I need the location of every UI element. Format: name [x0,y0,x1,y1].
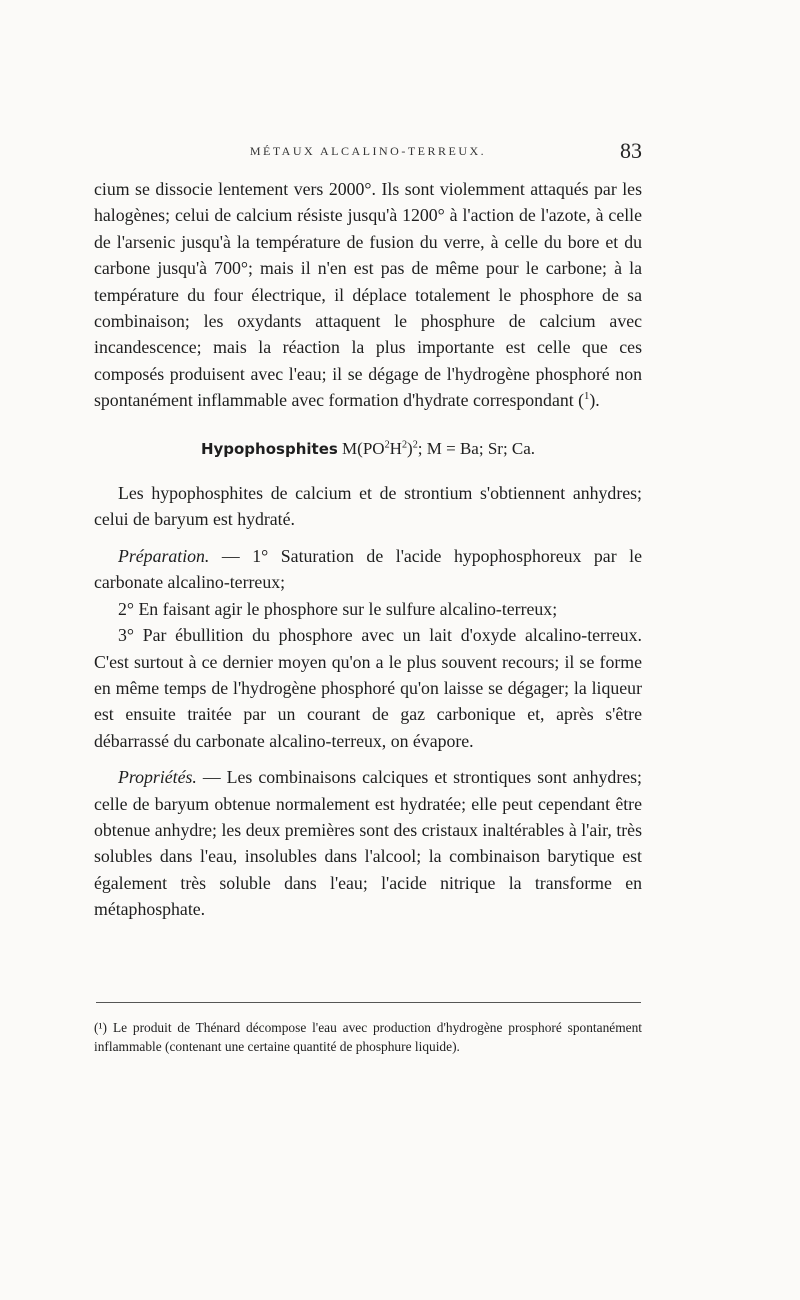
heading-formula: $M(PO^2H^2)^2$; M = Ba; Sr; Ca. [342,438,536,458]
preparation-step-3: 3° Par ébullition du phosphore avec un lait d'oxyde alcalino-terreux. C'est surtout à ce dernier moyen qu'on a le plus souvent recours; il se forme en même temps de l'hydrogène phosphoré qu'on laisse se dégager; la liqueur est ensuite traitée par un courant de gaz carbonique et, après s'être débarrassé du carbonate alcalino-terreux, on évapore. [94,625,642,751]
preparation-step-2: 2° En faisant agir le phosphore sur le sulfure alcalino-terreux; [118,598,558,619]
paragraph-preparation [94,543,642,596]
footnote-mark: (¹) [94,1020,107,1035]
properties-text: — Les combinaisons calciques et strontiques sont anhydres; celle de baryum obtenue normalement est hydratée; elle peut cependant être obtenue anhydre; les deux premières sont des cristaux inaltérables à l'air, très solubles dans l'eau, insolubles dans l'alcool; la combinaison barytique est également très soluble dans l'eau; l'acide nitrique la transforme en métaphosphate. [94,767,642,920]
heading-title: Hypophosphites [200,439,338,458]
paragraph-properties [94,764,642,922]
properties-label: Propriétés. [118,767,197,788]
preparation-step-1: — 1° Saturation de l'acide hypophosphoreux par le carbonate alcalino-terreux; [94,545,642,593]
preparation-label: Préparation. [118,545,210,566]
footnote-reference: 1 [584,390,590,403]
footnote-divider [96,1002,641,1003]
footnote [94,1018,642,1056]
footnote-text: Le produit de Thénard décompose l'eau avec production d'hydrogène prosphoré spontanément inflammable (contenant une certaine quantité de phosphure liquide). [94,1020,642,1054]
section-heading-hypophosphites [94,436,642,462]
paragraph-text: cium se dissocie lentement vers 2000°. Ils sont violemment attaqués par les halogènes; celui de calcium résiste jusqu'à 1200° à l'action de l'azote, à celle de l'arsenic jusqu'à la température de fusion du verre, à celle du bore et du carbone jusqu'à 700°; mais il n'en est pas de même pour le carbone; à la température du four électrique, il déplace totalement le phosphore de sa combinaison; les oxydants attaquent le phosphure de calcium avec incandescence; mais la réaction la plus importante est celle que ces composés produisent avec l'eau; il se dégage de l'hydrogène phosphoré non spontanément inflammable avec formation d'hydrate correspondant [94,179,642,411]
body-text [94,176,642,923]
running-title: MÉTAUX ALCALINO-TERREUX. [249,144,487,158]
paragraph-calcium-phosphide: cium se dissocie lentement vers 2000°. Ils sont violemment attaqués par les halogènes; celui de calcium résiste jusqu'à 1200° à l'action de l'azote, à celle de l'arsenic jusqu'à la température de fusion du verre, à celle du bore et du carbone jusqu'à 700°; mais il n'en est pas de même pour le carbone; à la température du four électrique, il déplace totalement le phosphore de sa combinaison; les oxydants attaquent le phosphure de calcium avec incandescence; mais la réaction la plus importante est celle que ces composés produisent avec l'eau; il se dégage de l'hydrogène phosphoré non spontanément inflammable avec formation d'hydrate correspondant ($^1$). [94,179,642,411]
page-header [94,138,642,170]
page-number: 83 [620,138,642,163]
paragraph-hypophosphites-intro: Les hypophosphites de calcium et de strontium s'obtiennent anhydres; celui de baryum est hydraté. [94,483,642,530]
